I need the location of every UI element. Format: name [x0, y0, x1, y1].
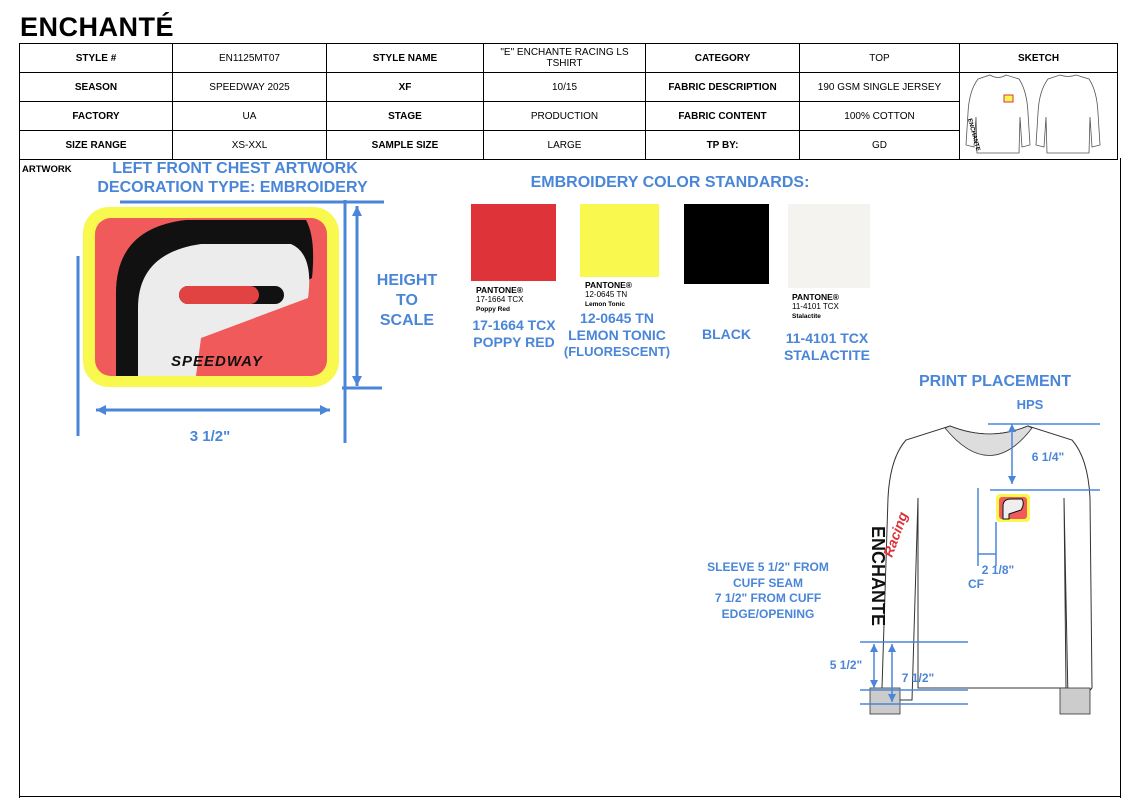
measure-over: 2 1/8" — [981, 563, 1015, 577]
spec-label: STYLE # — [20, 44, 173, 73]
page-frame-left — [19, 158, 20, 798]
sketch-label: SKETCH — [960, 44, 1118, 73]
swatch-label: (FLUORESCENT) — [563, 344, 671, 359]
spec-value: 190 GSM SINGLE JERSEY — [800, 73, 960, 102]
height-label-1: HEIGHT — [376, 272, 438, 289]
sleeve-note-line: CUFF SEAM — [733, 575, 803, 590]
swatch-label: 11-4101 TCX — [785, 330, 869, 346]
spec-label: CATEGORY — [646, 44, 800, 73]
spec-label: SIZE RANGE — [20, 131, 173, 160]
measure-down: 6 1/4" — [1031, 450, 1065, 464]
color-standards-title: EMBROIDERY COLOR STANDARDS: — [530, 174, 810, 191]
artwork-title: LEFT FRONT CHEST ARTWORK — [112, 160, 358, 177]
pantone-name: Lemon Tonic — [585, 301, 625, 308]
sleeve-note-line: 7 1/2" FROM CUFF — [714, 591, 822, 605]
sleeve-art-script: Racing — [879, 509, 911, 560]
swatch-black — [684, 204, 769, 284]
swatch-label: LEMON TONIC — [568, 327, 666, 343]
spec-value: "E" ENCHANTE RACING LS TSHIRT — [484, 44, 646, 73]
pantone-code: 11-4101 TCX — [792, 302, 839, 311]
sleeve-note — [693, 560, 843, 622]
spec-row — [20, 102, 1118, 131]
spec-row — [20, 131, 1118, 160]
spec-label: FACTORY — [20, 102, 173, 131]
spec-label: FABRIC CONTENT — [646, 102, 800, 131]
print-placement-title: PRINT PLACEMENT — [919, 373, 1071, 390]
decoration-type-label: DECORATION TYPE: EMBROIDERY — [97, 179, 368, 196]
spec-table — [19, 43, 1118, 160]
spec-label: STYLE NAME — [327, 44, 484, 73]
pantone-card-poppy-red — [476, 286, 523, 314]
swatch-label: 17-1664 TCX — [472, 317, 556, 333]
spec-value: EN1125MT07 — [173, 44, 327, 73]
page-frame-bottom — [19, 796, 1121, 797]
swatch-label: STALACTITE — [783, 347, 871, 363]
spec-label: SAMPLE SIZE — [327, 131, 484, 160]
height-label-2: TO — [396, 292, 418, 309]
swatch-poppy-red — [471, 204, 556, 281]
brand-logo: ENCHANTÉ — [20, 12, 175, 42]
pantone-brand: PANTONE® — [792, 292, 840, 302]
page-frame-right — [1120, 158, 1121, 798]
sleeve-note-line: SLEEVE 5 1/2" FROM — [707, 560, 829, 574]
height-label-3: SCALE — [379, 312, 435, 329]
spec-row — [20, 44, 1118, 73]
swatch-label: 12-0645 TN — [580, 310, 654, 326]
sleeve-art-text: ENCHANTE — [868, 526, 888, 627]
logo-text: SPEEDWAY — [171, 353, 263, 370]
pantone-brand: PANTONE® — [476, 285, 524, 295]
pantone-card-lemon-tonic — [585, 281, 632, 309]
cf-label: CF — [968, 577, 984, 591]
spec-value: 10/15 — [484, 73, 646, 102]
spec-row — [20, 73, 1118, 102]
spec-label: XF — [327, 73, 484, 102]
spec-value: UA — [173, 102, 327, 131]
spec-value: SPEEDWAY 2025 — [173, 73, 327, 102]
spec-label: STAGE — [327, 102, 484, 131]
measure-sleeve-seam: 5 1/2" — [829, 658, 863, 672]
spec-value: LARGE — [484, 131, 646, 160]
artwork-section-label: ARTWORK — [22, 164, 72, 175]
pantone-name: Poppy Red — [476, 306, 510, 313]
svg-text:ENCHANTE: ENCHANTE — [966, 117, 981, 152]
spec-value: TOP — [800, 44, 960, 73]
swatch-label: BLACK — [702, 326, 751, 342]
pantone-card-stalactite — [792, 293, 839, 321]
spec-label: FABRIC DESCRIPTION — [646, 73, 800, 102]
spec-label: SEASON — [20, 73, 173, 102]
pantone-brand: PANTONE® — [585, 280, 633, 290]
spec-value: GD — [800, 131, 960, 160]
spec-value: XS-XXL — [173, 131, 327, 160]
pantone-code: 17-1664 TCX — [476, 295, 524, 304]
spec-value: 100% COTTON — [800, 102, 960, 131]
measure-sleeve-edge: 7 1/2" — [901, 671, 935, 685]
sketch-image — [964, 73, 1114, 159]
width-label: 3 1/2" — [189, 428, 231, 445]
swatch-stalactite — [788, 204, 870, 288]
sleeve-note-line: EDGE/OPENING — [721, 606, 815, 621]
spec-value: PRODUCTION — [484, 102, 646, 131]
pantone-code: 12-0645 TN — [585, 290, 628, 299]
speedway-logo-artwork — [76, 198, 376, 448]
swatch-lemon-tonic — [580, 204, 659, 277]
hps-label: HPS — [1016, 397, 1044, 412]
swatch-label: POPPY RED — [473, 334, 555, 350]
sketch-cell — [960, 73, 1118, 160]
pantone-name: Stalactite — [792, 313, 821, 320]
spec-label: TP BY: — [646, 131, 800, 160]
